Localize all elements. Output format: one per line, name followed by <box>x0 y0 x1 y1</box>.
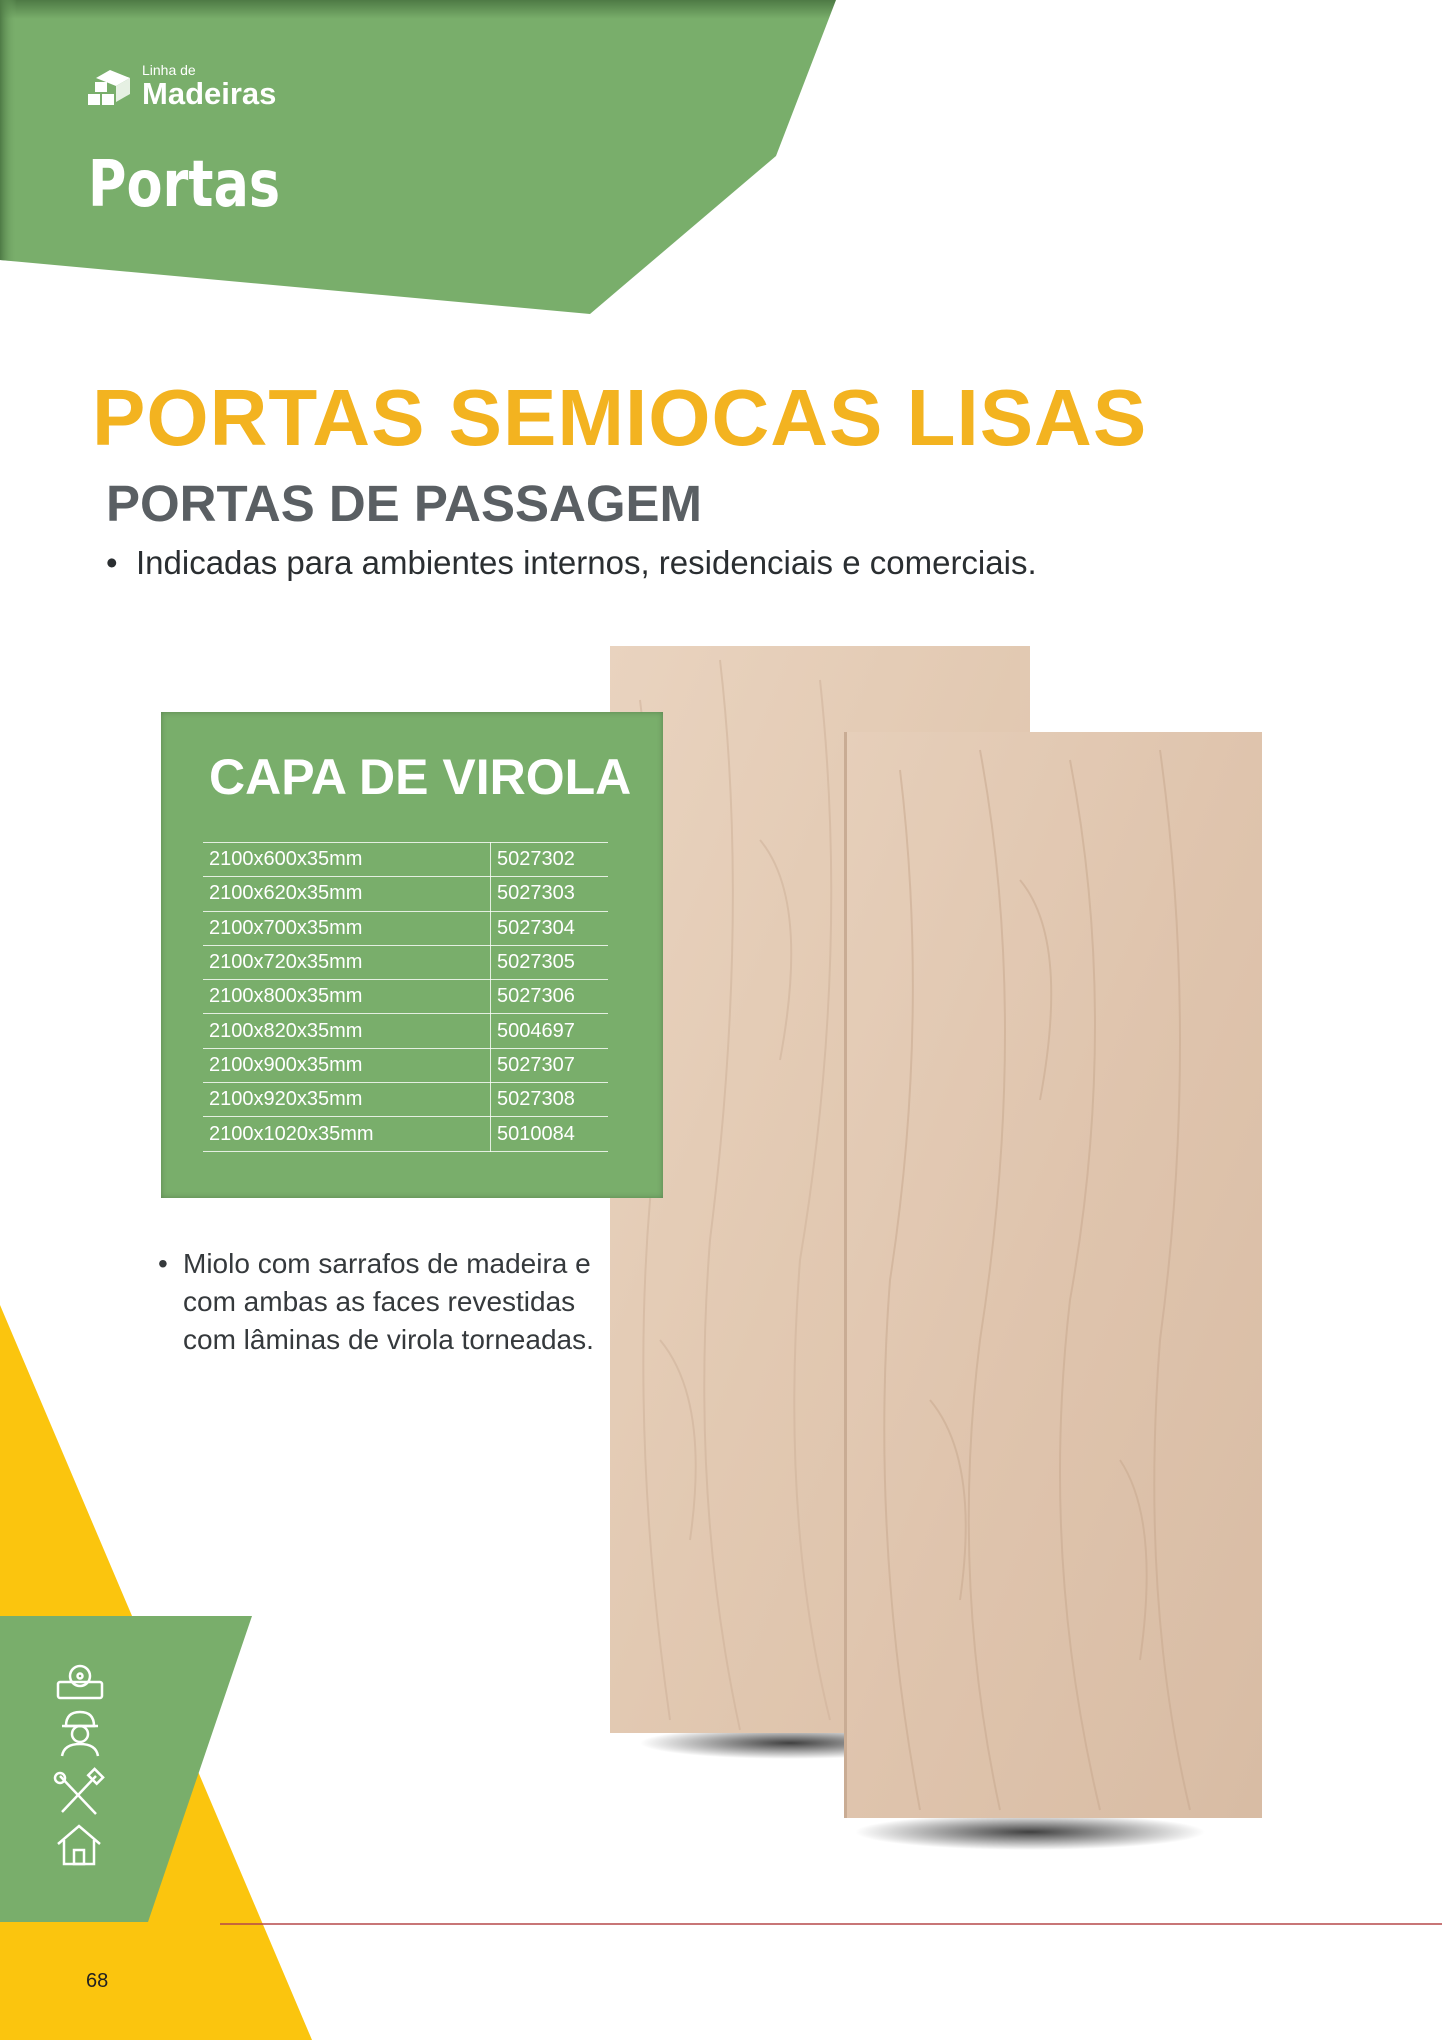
spec-table <box>203 842 608 1152</box>
section-title: Portas <box>88 148 281 222</box>
code-cell: 5010084 <box>491 1117 609 1151</box>
house-icon <box>54 1822 104 1868</box>
madeiras-logo-icon <box>86 64 134 112</box>
table-row <box>203 1117 608 1151</box>
code-cell: 5027307 <box>491 1048 609 1082</box>
code-cell: 5027308 <box>491 1083 609 1117</box>
table-row <box>203 945 608 979</box>
tools-icon <box>52 1770 106 1820</box>
size-cell: 2100x620x35mm <box>203 877 491 911</box>
table-row <box>203 1083 608 1117</box>
brand-name: Madeiras <box>142 76 277 111</box>
table-row <box>203 877 608 911</box>
brand-line: Linha de <box>142 62 196 78</box>
saw-blade-icon <box>54 1660 106 1702</box>
code-cell: 5027304 <box>491 911 609 945</box>
page-number: 68 <box>86 1970 109 1992</box>
table-row <box>203 843 608 877</box>
bullet-glyph: • <box>106 544 118 581</box>
code-cell: 5027303 <box>491 877 609 911</box>
table-row <box>203 1048 608 1082</box>
bullet-glyph: • <box>158 1248 168 1279</box>
code-cell: 5027302 <box>491 843 609 877</box>
code-cell: 5027306 <box>491 980 609 1014</box>
intro-text: Indicadas para ambientes internos, residenciais e comerciais. <box>136 544 1037 581</box>
table-row <box>203 980 608 1014</box>
size-cell: 2100x920x35mm <box>203 1083 491 1117</box>
door-front <box>844 732 1262 1818</box>
size-cell: 2100x900x35mm <box>203 1048 491 1082</box>
size-cell: 2100x600x35mm <box>203 843 491 877</box>
code-cell: 5027305 <box>491 945 609 979</box>
page-subtitle: PORTAS DE PASSAGEM <box>106 475 703 532</box>
page-title: PORTAS SEMIOCAS LISAS <box>92 373 1148 462</box>
table-row <box>203 1014 608 1048</box>
worker-helmet-icon <box>56 1708 104 1758</box>
table-row <box>203 911 608 945</box>
size-cell: 2100x800x35mm <box>203 980 491 1014</box>
code-cell: 5004697 <box>491 1014 609 1048</box>
description-text: Miolo com sarrafos de madeira e com ambas as faces revestidas com lâminas de virola torneadas. <box>183 1248 594 1355</box>
intro-bullet-item <box>106 544 1037 582</box>
description-bullet <box>158 1245 598 1359</box>
size-cell: 2100x720x35mm <box>203 945 491 979</box>
door-product-image <box>600 640 1280 1860</box>
size-cell: 2100x700x35mm <box>203 911 491 945</box>
spec-title: CAPA DE VIROLA <box>209 749 632 805</box>
size-cell: 2100x820x35mm <box>203 1014 491 1048</box>
size-cell: 2100x1020x35mm <box>203 1117 491 1151</box>
